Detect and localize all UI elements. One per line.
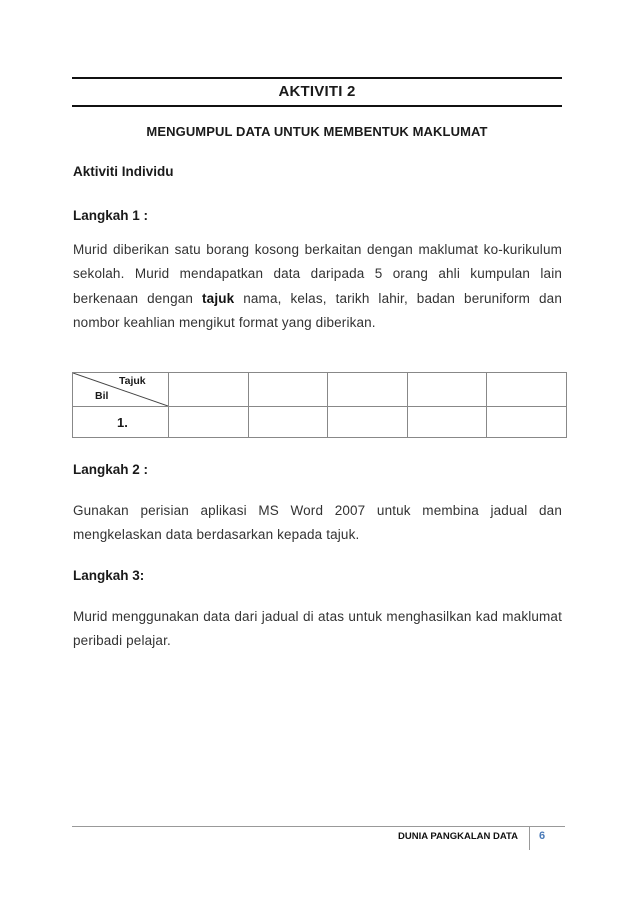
step1-text-after: nama, kelas, tarikh lahir, badan beruniform dan nombor keahlian mengikut format yang diberikan. [73, 290, 562, 331]
table-row [73, 407, 567, 438]
step3-heading: Langkah 3: [73, 568, 145, 583]
step1-text-before: Murid diberikan satu borang kosong berkaitan dengan maklumat ko-kurikulum sekolah. Murid mendapatkan data daripada 5 orang ahli kumpulan lain berkenaan dengan [73, 242, 562, 306]
footer-label: DUNIA PANGKALAN DATA [398, 831, 518, 842]
title-top-rule [72, 77, 562, 79]
footer-separator [529, 826, 530, 850]
table-cell [169, 407, 249, 438]
diagonal-header-cell [73, 373, 169, 407]
table-cell [487, 407, 567, 438]
title-bottom-rule [72, 105, 562, 107]
step2-paragraph: Gunakan perisian aplikasi MS Word 2007 untuk membina jadual dan mengkelaskan data berdasarkan kepada tajuk. [73, 503, 562, 543]
table-cell [248, 407, 328, 438]
step1-bold-word: tajuk [202, 290, 235, 306]
step2-heading: Langkah 2 : [73, 462, 149, 477]
footer-rule [72, 826, 565, 827]
table-cell [169, 373, 249, 407]
blank-form-table [72, 372, 567, 438]
activity-subtitle: MENGUMPUL DATA UNTUK MEMBENTUK MAKLUMAT [146, 124, 488, 139]
step3-paragraph: Murid menggunakan data dari jadual di atas untuk menghasilkan kad maklumat peribadi pelajar. [73, 609, 562, 649]
header-tajuk: Tajuk [119, 375, 146, 387]
step1-paragraph [73, 238, 562, 336]
table-cell [248, 373, 328, 407]
step1-heading: Langkah 1 : [73, 208, 149, 223]
section-label: Aktiviti Individu [73, 164, 174, 179]
header-bil: Bil [95, 390, 109, 402]
page-number: 6 [539, 830, 546, 842]
table-cell [328, 373, 408, 407]
table-cell [487, 373, 567, 407]
table-row [73, 373, 567, 407]
row-number: 1. [73, 407, 169, 438]
table-cell [407, 373, 487, 407]
page-title: AKTIVITI 2 [278, 83, 356, 100]
table-cell [407, 407, 487, 438]
table-cell [328, 407, 408, 438]
